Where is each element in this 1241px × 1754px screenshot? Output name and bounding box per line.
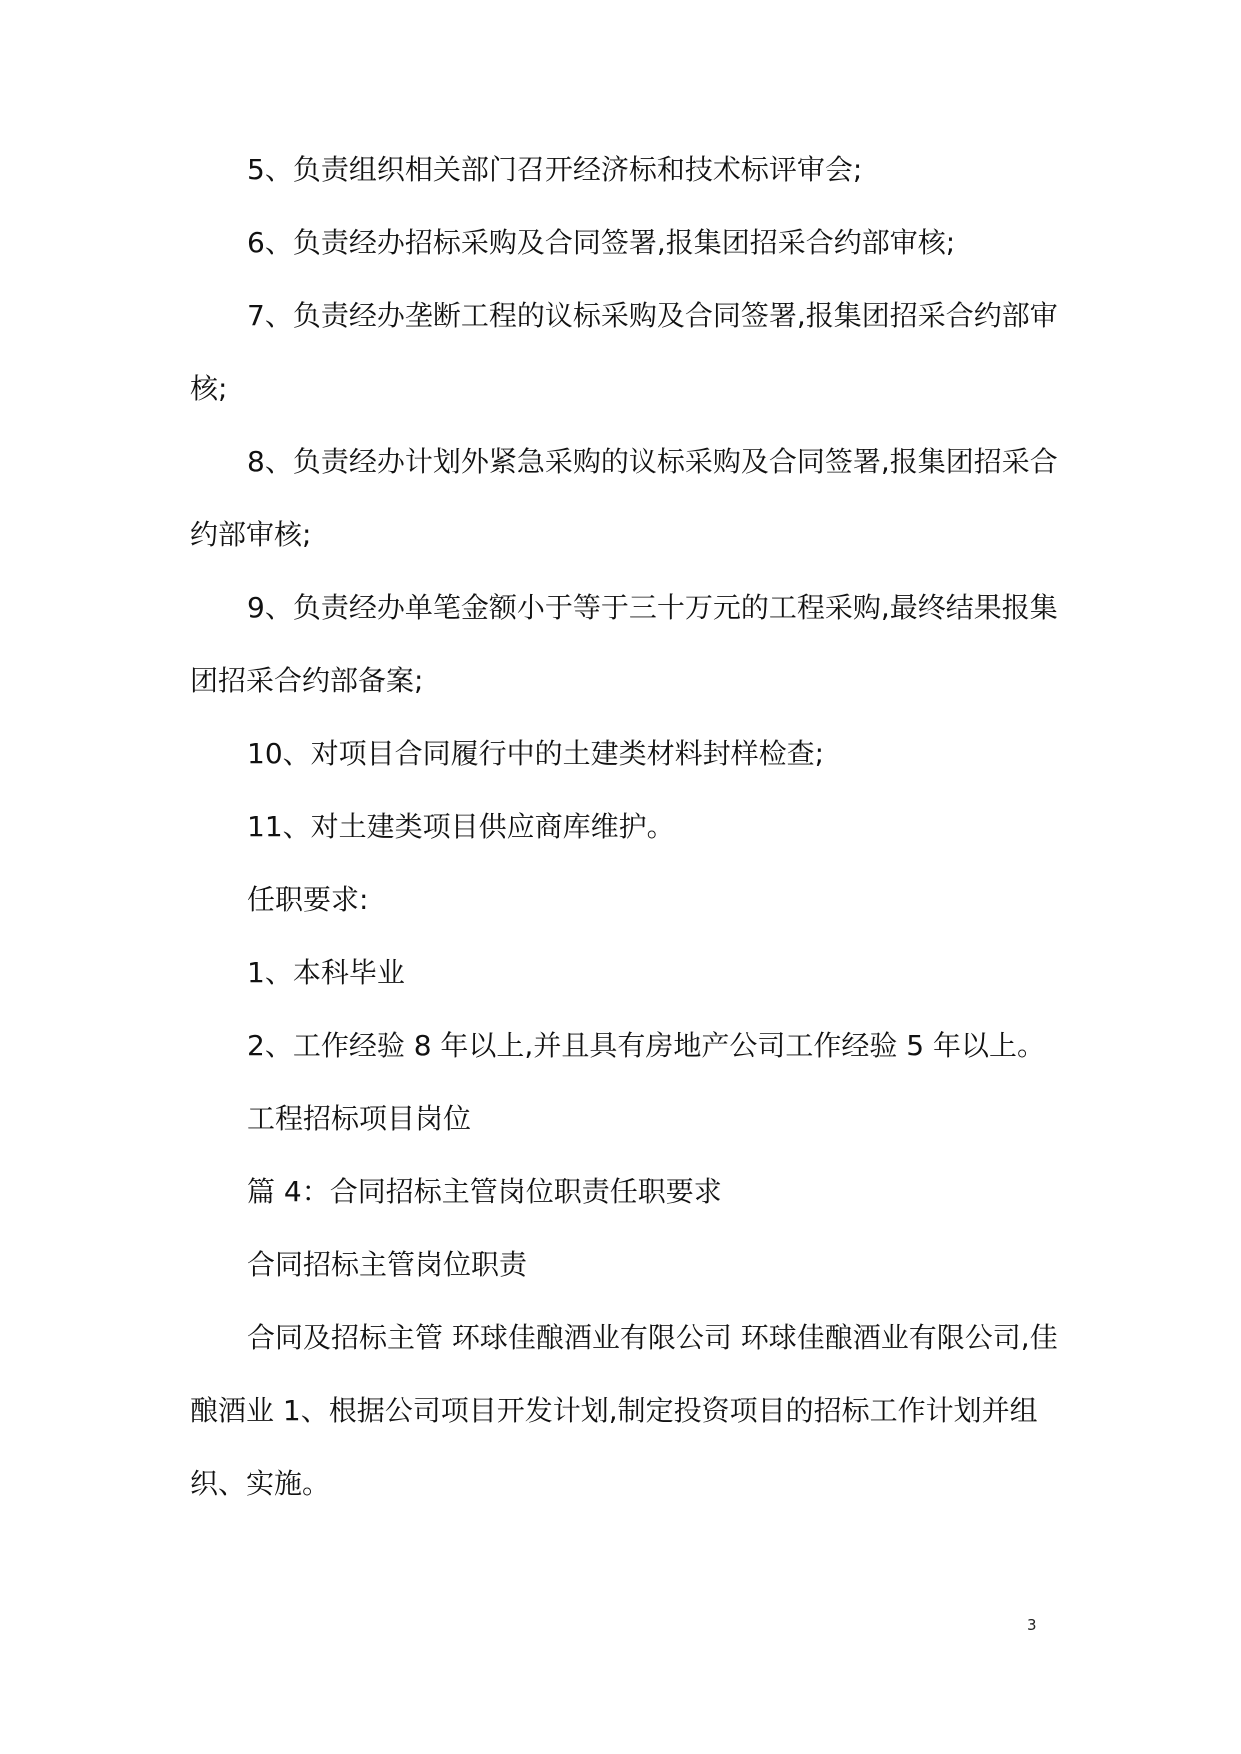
paragraph: 6、负责经办招标采购及合同签署,报集团招采合约部审核; [247,226,956,259]
page-number: 3 [1027,1616,1037,1634]
section-heading: 篇 4：合同招标主管岗位职责任职要求 [247,1175,722,1208]
paragraph: 8、负责经办计划外紧急采购的议标采购及合同签署,报集团招采合约部审核; [190,445,1058,551]
paragraph: 2、工作经验 8 年以上,并且具有房地产公司工作经验 5 年以上。 [247,1029,1045,1062]
paragraph: 7、负责经办垄断工程的议标采购及合同签署,报集团招采合约部审核; [190,299,1058,405]
paragraph: 1、本科毕业 [247,956,405,989]
paragraph: 9、负责经办单笔金额小于等于三十万元的工程采购,最终结果报集团招采合约部备案; [190,591,1058,697]
paragraph: 合同招标主管岗位职责 [247,1248,528,1281]
paragraph: 合同及招标主管 环球佳酿酒业有限公司 环球佳酿酒业有限公司,佳酿酒业 1、根据公司项目开发计划,制定投资项目的招标工作计划并组织、实施。 [190,1321,1058,1500]
paragraph: 11、对土建类项目供应商库维护。 [247,810,675,843]
paragraph: 5、负责组织相关部门召开经济标和技术标评审会; [247,153,863,186]
paragraph: 任职要求: [247,883,369,916]
paragraph: 工程招标项目岗位 [247,1102,472,1135]
paragraph: 10、对项目合同履行中的土建类材料封样检查; [247,737,825,770]
